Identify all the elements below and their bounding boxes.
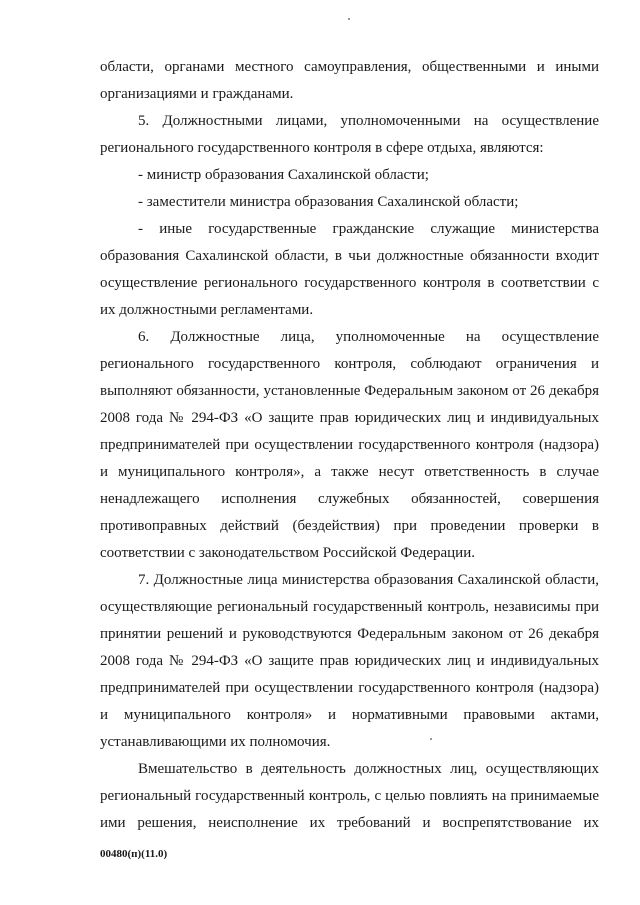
document-code-footer: 00480(п)(11.0) (100, 848, 168, 860)
scan-speck (430, 738, 432, 740)
text-line: 7. Должностные лица министерства образования Сахалинской области, (138, 572, 599, 588)
text-line: принятии решений и руководствуются Федеральным законом от 26 декабря (100, 626, 599, 642)
text-line: организациями и гражданами. (100, 86, 294, 102)
text-line: устанавливающими их полномочия. (100, 734, 331, 750)
text-line: 6. Должностные лица, уполномоченные на осуществление (138, 329, 599, 345)
text-line: предпринимателей при осуществлении государственного контроля (надзора) (100, 680, 599, 696)
text-line: противоправных действий (бездействия) при проведении проверки в (100, 518, 599, 534)
text-line: 5. Должностными лицами, уполномоченными на осуществление (138, 113, 599, 129)
text-line: предпринимателей при осуществлении государственного контроля (надзора) (100, 437, 599, 453)
text-line: Вмешательство в деятельность должностных лиц, осуществляющих (138, 761, 599, 777)
text-line: образования Сахалинской области, в чьи должностные обязанности входит (100, 248, 599, 264)
text-line: ненадлежащего исполнения служебных обязанностей, совершения (100, 491, 599, 507)
scan-speck (348, 18, 350, 20)
text-line: осуществление регионального государственного контроля в соответствии с (100, 275, 599, 291)
text-line: - иные государственные гражданские служащие министерства (138, 221, 599, 237)
text-line: соответствии с законодательством Российской Федерации. (100, 545, 475, 561)
text-line: 2008 года № 294-ФЗ «О защите прав юридических лиц и индивидуальных (100, 653, 599, 669)
text-line: регионального государственного контроля в сфере отдыха, являются: (100, 140, 544, 156)
text-line: области, органами местного самоуправления, общественными и иными (100, 59, 599, 75)
text-line: осуществляющие региональный государственный контроль, независимы при (100, 599, 599, 615)
text-line: и муниципального контроля» и нормативными правовыми актами, (100, 707, 599, 723)
text-line: выполняют обязанности, установленные Федеральным законом от 26 декабря (100, 383, 599, 399)
text-line: и муниципального контроля», а также несут ответственность в случае (100, 464, 599, 480)
text-line: - заместители министра образования Сахалинской области; (138, 194, 519, 210)
text-line: ими решения, неисполнение их требований и воспрепятствование их (100, 815, 599, 831)
text-line: их должностными регламентами. (100, 302, 314, 318)
text-line: регионального государственного контроля, соблюдают ограничения и (100, 356, 599, 372)
text-line: - министр образования Сахалинской области; (138, 167, 429, 183)
text-line: региональный государственный контроль, с целью повлиять на принимаемые (100, 788, 599, 804)
text-line: 2008 года № 294-ФЗ «О защите прав юридических лиц и индивидуальных (100, 410, 599, 426)
